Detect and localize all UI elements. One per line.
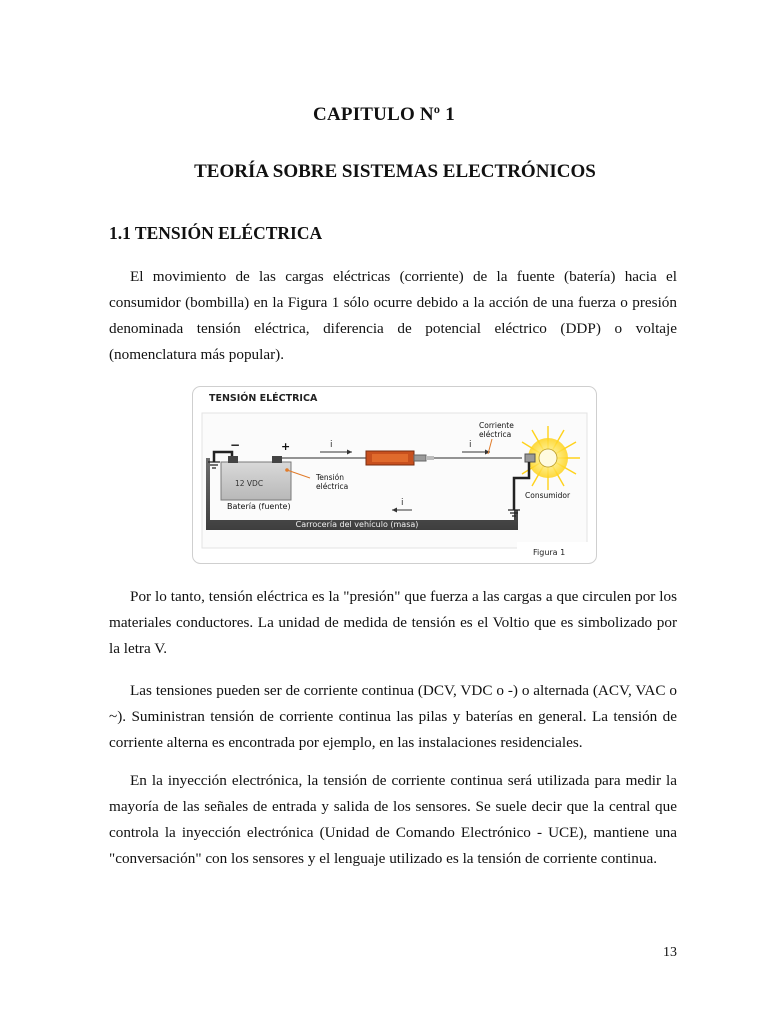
tension-label-line1: Tensión xyxy=(316,473,345,482)
tension-label-line2: eléctrica xyxy=(316,482,349,491)
tension-pointer-dot xyxy=(285,468,289,472)
circuit-diagram xyxy=(192,386,597,564)
current-symbol-1: i xyxy=(330,440,333,450)
chassis-label: Carrocería del vehículo (masa) xyxy=(295,520,419,529)
battery-negative-terminal xyxy=(228,456,238,463)
paragraph-2: Por lo tanto, tensión eléctrica es la "presión" que fuerza a las cargas a que circulen por los materiales conductores. La unidad de medida de tensión es el Voltio que es simbolizado por la letra V. xyxy=(109,588,677,657)
battery-minus-sign: − xyxy=(230,438,241,452)
figure-1 xyxy=(192,386,597,564)
paragraph-4: En la inyección electrónica, la tensión de corriente continua será utilizada para medir la mayoría de las señales de entrada y salida de los sensores. Se suele decir que la central que controla la inyección electrónica (Unidad de Comando Electrónico - UCE), mantiene una "conversación" con los sensores y el lenguaje utilizado es la tensión de corriente continua. xyxy=(109,772,677,867)
section-heading: 1.1 TENSIÓN ELÉCTRICA xyxy=(109,223,323,243)
figure-caption: Figura 1 xyxy=(533,548,566,557)
page-number: 13 xyxy=(663,945,677,960)
fuse-tip xyxy=(426,456,434,460)
chapter-title: CAPITULO Nº 1 xyxy=(313,104,455,125)
bulb-icon xyxy=(539,449,557,467)
battery-positive-terminal xyxy=(272,456,282,463)
bulb-socket xyxy=(525,454,535,462)
battery-plus-sign: + xyxy=(281,440,291,453)
current-label-line2: eléctrica xyxy=(479,430,512,439)
current-symbol-2: i xyxy=(469,440,472,450)
return-current-symbol: i xyxy=(401,498,404,508)
battery-label: Batería (fuente) xyxy=(227,502,291,511)
paragraph-1: El movimiento de las cargas eléctricas (corriente) de la fuente (batería) hacia el consumidor (bombilla) en la Figura 1 sólo ocurre debido a la acción de una fuerza o presión denominada tensión eléctrica, diferencia de potencial eléctrico (DDP) o voltaje (nomenclatura más popular). xyxy=(109,268,677,363)
battery-voltage: 12 VDC xyxy=(235,479,264,488)
paragraph-3: Las tensiones pueden ser de corriente continua (DCV, VDC o -) o alternada (ACV, VAC o ~). Suministran tensión de corriente continua las pilas y baterías en general. La tensión de corriente alterna es encontrada por ejemplo, en las instalaciones residenciales. xyxy=(109,682,677,751)
fuse-body xyxy=(372,454,408,462)
chapter-subtitle: TEORÍA SOBRE SISTEMAS ELECTRÓNICOS xyxy=(194,161,596,182)
consumer-label: Consumidor xyxy=(525,491,571,500)
figure-title: TENSIÓN ELÉCTRICA xyxy=(209,393,318,404)
current-label-line1: Corriente xyxy=(479,421,514,430)
fuse-connector xyxy=(414,455,426,461)
